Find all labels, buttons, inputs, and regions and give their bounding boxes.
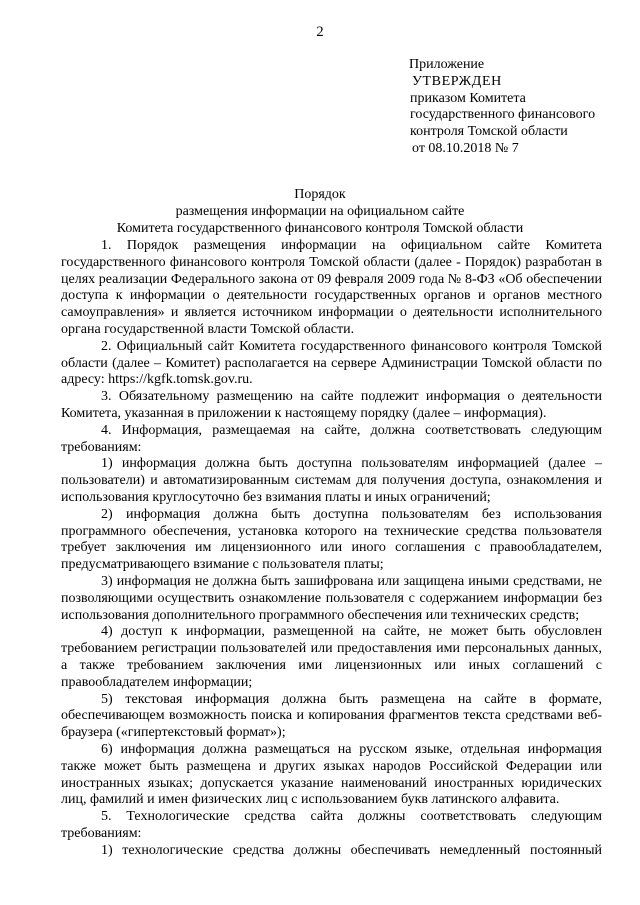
paragraph-4-item-3: 3) информация не должна быть зашифрована или защищена иными средствами, не позволяющими осуществить ознакомление пользователя с содержанием информации без использования дополнительного программного обеспечения или технических средств;: [61, 573, 602, 623]
approval-date-number: от 08.10.2018 № 7: [412, 140, 519, 156]
document-body: [61, 238, 602, 859]
approval-order-label: приказом Комитета: [410, 90, 526, 106]
page-number: 2: [316, 24, 324, 40]
paragraph-1: 1. Порядок размещения информации на официальном сайте Комитета государственного финансового контроля Томской области (далее - Порядок) разработан в целях реализации Федерального закона от 09 февраля 2009 года № 8-ФЗ «Об обеспечении доступа к информации о деятельности государственных органов и органов местного самоуправления» и является источником информации о деятельности исполнительного органа государственной власти Томской области.: [61, 238, 602, 337]
paragraph-4: 4. Информация, размещаемая на сайте, должна соответствовать следующим требованиям:: [61, 422, 602, 455]
approval-committee-line-2: контроля Томской области: [410, 124, 568, 140]
title-line-1: Порядок: [294, 187, 346, 202]
document-title: [0, 187, 640, 237]
approval-appendix-label: Приложение: [409, 57, 485, 72]
paragraph-2: 2. Официальный сайт Комитета государственного финансового контроля Томской области (далее – Комитет) располагается на сервере Администрации Томской области по адресу: https://kgfk.tomsk.gov.ru.: [61, 338, 602, 388]
paragraph-5: 5. Технологические средства сайта должны соответствовать следующим требованиям:: [61, 809, 602, 841]
paragraph-4-item-2: 2) информация должна быть доступна пользователям без использования программного обеспечения, установка которого на технические средства пользователя требует заключения им лицензионного или иного соглашения с правообладателем, предусматривающего взимание с пользователя платы;: [61, 506, 602, 573]
paragraph-4-item-6: 6) информация должна размещаться на русском языке, отдельная информация также может быть размещена и других языках народов Российской Федерации или иностранных языках; допускается указание наименований иностранных юридических лиц, фамилий и имен физических лиц с использованием букв латинского алфавита.: [61, 741, 602, 808]
paragraph-4-item-5: 5) текстовая информация должна быть размещена на сайте в формате, обеспечивающем возможность поиска и копирования фрагментов текста средствами веб-браузера («гипертекстовый формат»);: [61, 691, 602, 741]
paragraph-4-item-4: 4) доступ к информации, размещенной на сайте, не может быть обусловлен требованием регистрации пользователей или предоставления ими персональных данных, а также требованием заключения ими лицензионных или иных соглашений с правообладателем информации;: [61, 624, 602, 690]
paragraph-3: 3. Обязательному размещению на сайте подлежит информация о деятельности Комитета, указанная в приложении к настоящему порядку (далее – информация).: [61, 389, 602, 421]
title-line-2: размещения информации на официальном сайте: [175, 203, 465, 219]
paragraph-4-item-1: 1) информация должна быть доступна пользователям информацией (далее – пользователи) и автоматизированным системам для получения доступа, ознакомления и использования круглосуточно без взимания платы и иных ограничений;: [61, 456, 602, 505]
approval-approved-label: УТВЕРЖДЕН: [412, 73, 502, 89]
paragraph-5-item-1: 1) технологические средства должны обеспечивать немедленный постоянный: [101, 842, 602, 858]
approval-committee-line: государственного финансового: [410, 107, 596, 123]
approval-stamp: [409, 57, 595, 158]
title-line-3: Комитета государственного финансового контроля Томской области: [116, 220, 524, 236]
